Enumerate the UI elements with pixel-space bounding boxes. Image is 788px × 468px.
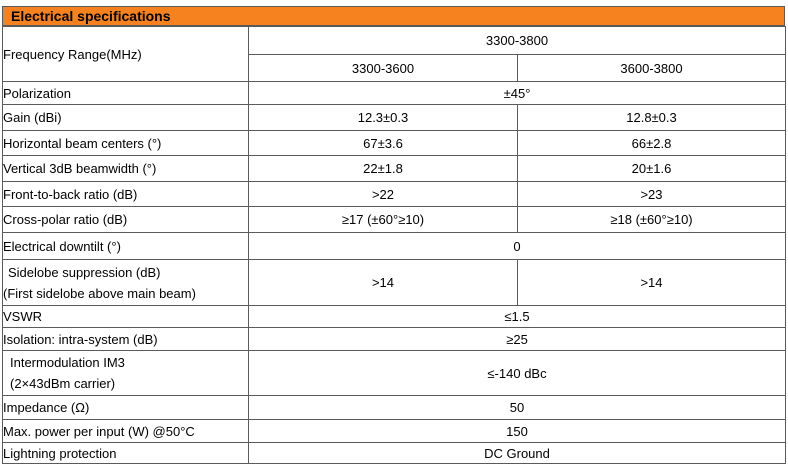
- section-title: Electrical specifications: [11, 8, 171, 24]
- table-row: [3, 420, 786, 443]
- row-value: 22±1.8: [249, 156, 518, 182]
- freq-band2: 3600-3800: [518, 55, 786, 82]
- row-value: 0: [249, 233, 786, 260]
- freq-band1: 3300-3600: [249, 55, 518, 82]
- table-row: [3, 443, 786, 464]
- row-value: DC Ground: [249, 443, 786, 464]
- row-label: Gain (dBi): [3, 105, 249, 131]
- row-value: 20±1.6: [518, 156, 786, 182]
- row-label: Frequency Range(MHz): [3, 27, 249, 82]
- table-row: [3, 82, 786, 105]
- table-row: [3, 156, 786, 182]
- row-label: Cross-polar ratio (dB): [3, 207, 249, 233]
- row-value: ≤1.5: [249, 306, 786, 328]
- row-value: 66±2.8: [518, 131, 786, 156]
- row-value: 150: [249, 420, 786, 443]
- row-label-line: (2×43dBm carrier): [10, 376, 116, 391]
- row-value: 67±3.6: [249, 131, 518, 156]
- row-label-line: Sidelobe suppression (dB): [8, 264, 161, 280]
- freq-overall: 3300-3800: [249, 27, 786, 55]
- row-label: Isolation: intra-system (dB): [3, 328, 249, 351]
- row-value: >23: [518, 182, 786, 207]
- row-label: [3, 260, 249, 306]
- row-label: Lightning protection: [3, 443, 249, 464]
- row-label: Vertical 3dB beamwidth (°): [3, 156, 249, 182]
- table-row: [3, 396, 786, 420]
- row-value: ≥25: [249, 328, 786, 351]
- table-row: [3, 182, 786, 207]
- section-header: [2, 6, 785, 26]
- row-value: 12.3±0.3: [249, 105, 518, 131]
- row-value: ≥18 (±60°≥10): [518, 207, 786, 233]
- row-value: >14: [249, 260, 518, 306]
- table-row: [3, 27, 786, 55]
- table-row: [3, 328, 786, 351]
- row-value: >14: [518, 260, 786, 306]
- row-label-line: Intermodulation IM3: [10, 355, 125, 370]
- row-label: Electrical downtilt (°): [3, 233, 249, 260]
- row-label-line: (First sidelobe above main beam): [3, 285, 196, 301]
- table-row: [3, 207, 786, 233]
- row-value: 50: [249, 396, 786, 420]
- row-label: Front-to-back ratio (dB): [3, 182, 249, 207]
- row-value: ≥17 (±60°≥10): [249, 207, 518, 233]
- row-value: 12.8±0.3: [518, 105, 786, 131]
- row-label: VSWR: [3, 306, 249, 328]
- row-label: Polarization: [3, 82, 249, 105]
- row-value: >22: [249, 182, 518, 207]
- row-label: Impedance (Ω): [3, 396, 249, 420]
- row-label: Horizontal beam centers (°): [3, 131, 249, 156]
- table-row: [3, 306, 786, 328]
- table-row: [3, 260, 786, 306]
- table-row: [3, 131, 786, 156]
- row-label: Max. power per input (W) @50°C: [3, 420, 249, 443]
- row-value: ±45°: [249, 82, 786, 105]
- table-row: [3, 105, 786, 131]
- row-label: [3, 351, 249, 396]
- table-row: [3, 233, 786, 260]
- table-row: [3, 351, 786, 396]
- row-value: ≤-140 dBc: [249, 351, 786, 396]
- spec-table: [2, 26, 786, 464]
